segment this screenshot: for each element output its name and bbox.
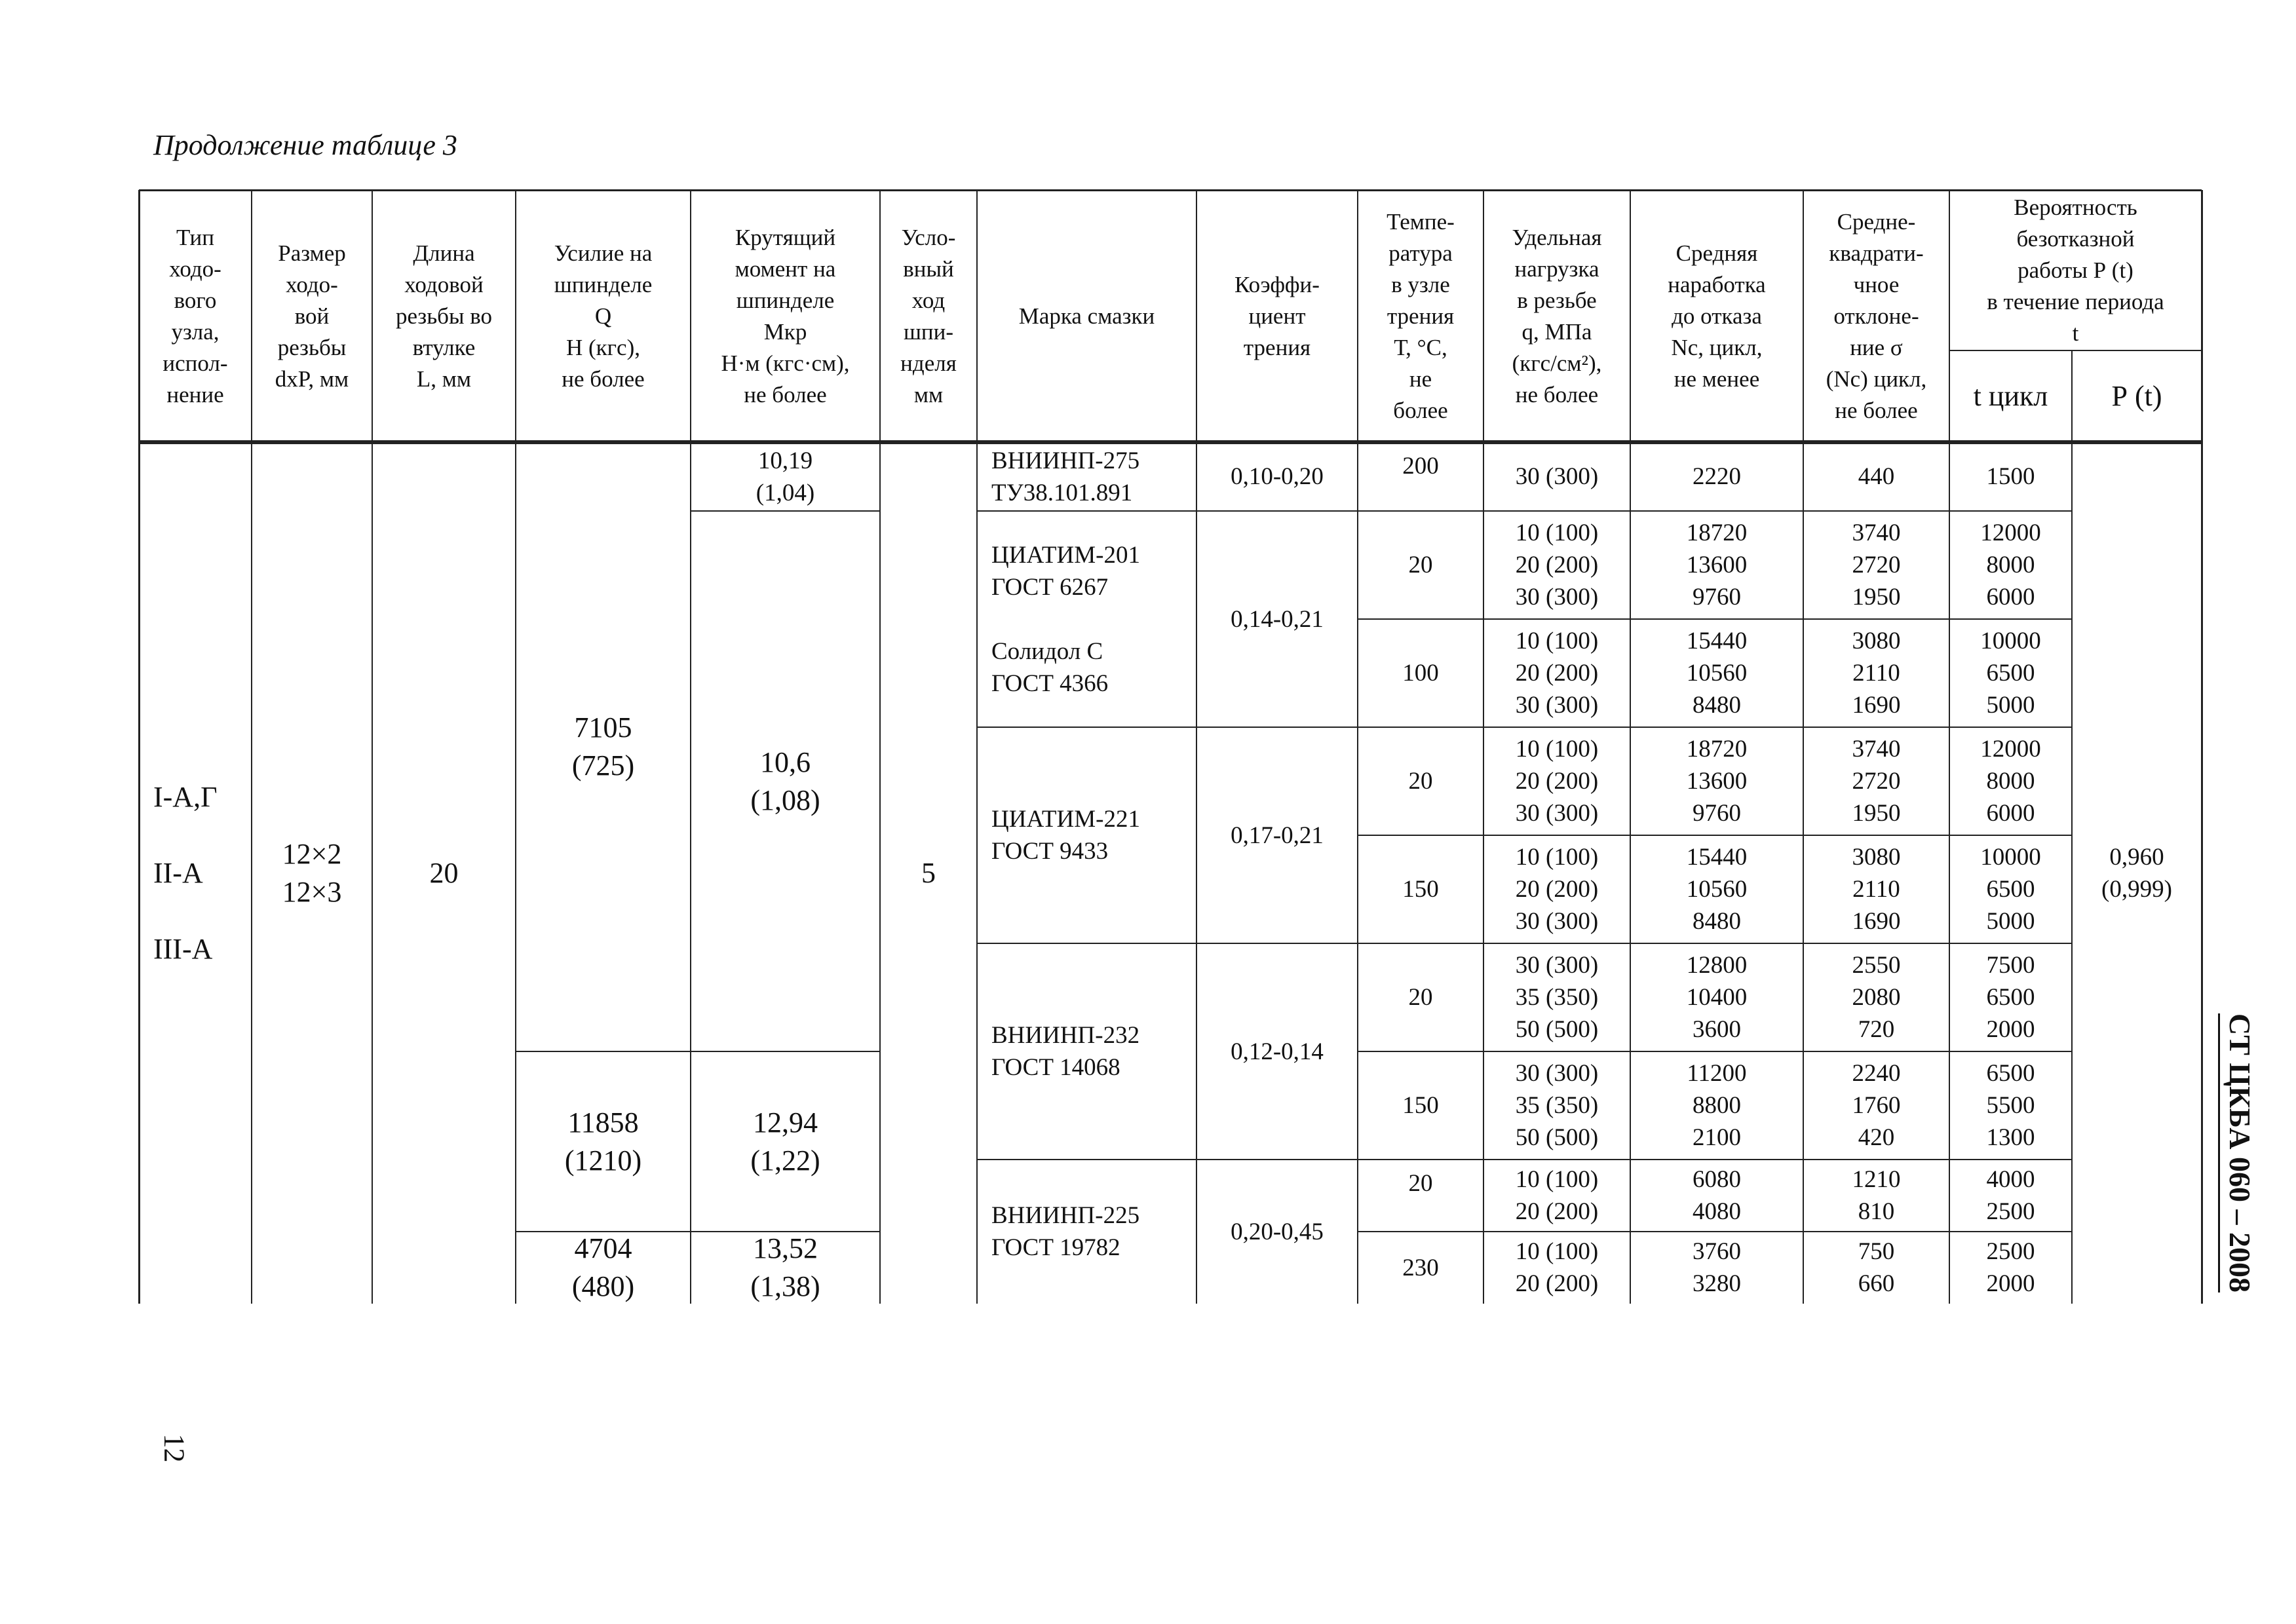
friction-cell: 0,14-0,21	[1231, 605, 1324, 633]
header-load: Удельная нагрузка в резьбе q, МПа (кгс/см²), не более	[1512, 224, 1602, 407]
torque-cell: 10,6 (1,08)	[750, 746, 820, 816]
table-rule	[139, 440, 2202, 444]
sigma-cell: 3080 2110 1690	[1852, 628, 1901, 719]
header-temperature: Темпе- ратура в узле трения Т, °С, не более	[1387, 208, 1455, 423]
torque-cell: 12,94 (1,22)	[750, 1106, 820, 1177]
sigma-cell: 1210 810	[1852, 1166, 1901, 1225]
table-rule	[976, 190, 978, 1304]
table-rule	[1803, 190, 1804, 1304]
table-rule	[2071, 350, 2073, 1304]
table-rule	[1483, 190, 1484, 1304]
load-cell: 10 (100) 20 (200) 30 (300)	[1515, 628, 1599, 719]
t-cycle-cell: 12000 8000 6000	[1980, 519, 2041, 611]
t-cycle-cell: 2500 2000	[1986, 1238, 2035, 1297]
thread-length-cell: 20	[429, 856, 459, 889]
temperature-cell: 20	[1408, 552, 1433, 578]
header-p-t: Р (t)	[2111, 380, 2162, 412]
table-rule	[372, 190, 373, 1304]
t-cycle-cell: 7500 6500 2000	[1986, 952, 2035, 1043]
load-cell: 10 (100) 20 (200)	[1515, 1238, 1599, 1297]
load-cell: 30 (300) 35 (350) 50 (500)	[1515, 1060, 1599, 1151]
torque-cell: 13,52 (1,38)	[750, 1232, 820, 1302]
t-cycle-cell: 10000 6500 5000	[1980, 628, 2041, 719]
sigma-cell: 3740 2720 1950	[1852, 519, 1901, 611]
grease-cell: ВНИИНП-232 ГОСТ 14068	[991, 1022, 1140, 1081]
load-cell: 30 (300)	[1515, 463, 1599, 490]
mean-cycles-cell: 11200 8800 2100	[1687, 1060, 1747, 1151]
table-rule	[1358, 1051, 2072, 1052]
force-cell: 11858 (1210)	[564, 1106, 642, 1177]
sigma-cell: 3080 2110 1690	[1852, 844, 1901, 935]
force-cell: 4704 (480)	[571, 1232, 635, 1302]
table-rule	[977, 510, 1358, 512]
thread-size-cell: 12×2 12×3	[282, 837, 342, 908]
table-rule	[1358, 1159, 2072, 1160]
header-t-cycle: t цикл	[1973, 380, 2048, 412]
temperature-cell: 20	[1408, 984, 1433, 1011]
header-friction: Коэффи- циент трения	[1234, 271, 1320, 360]
table-rule	[138, 190, 140, 1304]
grease-cell: ЦИАТИМ-221 ГОСТ 9433	[991, 806, 1140, 865]
table-rule	[1358, 727, 2072, 728]
table-rule	[691, 510, 880, 512]
t-cycle-cell: 12000 8000 6000	[1980, 736, 2041, 827]
load-cell: 10 (100) 20 (200) 30 (300)	[1515, 844, 1599, 935]
friction-cell: 0,12-0,14	[1231, 1038, 1324, 1065]
table-rule	[1949, 190, 1950, 1304]
table-rule	[2201, 190, 2203, 1304]
temperature-cell: 230	[1402, 1254, 1439, 1281]
table-rule	[879, 190, 881, 1304]
mean-cycles-cell: 18720 13600 9760	[1686, 519, 1748, 611]
table-rule	[977, 1159, 1358, 1160]
mean-cycles-cell: 15440 10560 8480	[1686, 844, 1748, 935]
temperature-cell: 20	[1408, 1170, 1433, 1197]
load-cell: 10 (100) 20 (200)	[1515, 1166, 1599, 1225]
grease-cell: ВНИИНП-225 ГОСТ 19782	[991, 1202, 1140, 1261]
table-rule	[1358, 943, 2072, 944]
table-rule	[1358, 1231, 2072, 1232]
table-rule	[139, 189, 2202, 191]
header-sigma: Средне- квадрати- чное отклоне- ние σ (Nс) цикл, не более	[1826, 208, 1927, 423]
table-rule	[1196, 190, 1197, 1304]
mean-cycles-cell: 18720 13600 9760	[1686, 736, 1748, 827]
grease-cell: ЦИАТИМ-201 ГОСТ 6267 Солидол С ГОСТ 4366	[991, 541, 1140, 697]
table-rule	[690, 190, 691, 1304]
mean-cycles-cell: 6080 4080	[1693, 1166, 1741, 1225]
header-stroke: Усло- вный ход шпи- нделя мм	[900, 224, 957, 407]
temperature-cell: 100	[1402, 660, 1439, 687]
temperature-cell: 20	[1408, 768, 1433, 795]
table-rule	[1358, 835, 2072, 836]
mean-cycles-cell: 2220	[1693, 463, 1741, 490]
t-cycle-cell: 6500 5500 1300	[1986, 1060, 2035, 1151]
header-grease: Марка смазки	[1018, 303, 1155, 329]
probability-cell: 0,960 (0,999)	[2101, 843, 2172, 903]
friction-cell: 0,20-0,45	[1231, 1218, 1324, 1245]
header-spindle-force: Усилие на шпинделе Q Н (кгс), не более	[554, 240, 653, 392]
header-thread-size: Размер ходо- вой резьбы dxP, мм	[275, 240, 349, 392]
table-rule	[1949, 350, 2202, 351]
table-rule	[515, 190, 516, 1304]
table-rule	[691, 1051, 880, 1052]
header-mean-cycles: Средняя наработка до отказа Nс, цикл, не менее	[1668, 240, 1766, 392]
data-table	[139, 190, 2202, 1304]
load-cell: 10 (100) 20 (200) 30 (300)	[1515, 736, 1599, 827]
table-rule	[1358, 510, 2072, 512]
t-cycle-cell: 4000 2500	[1986, 1166, 2035, 1225]
torque-cell: 10,19 (1,04)	[756, 447, 815, 506]
force-cell: 7105 (725)	[571, 711, 635, 782]
table-rule	[1630, 190, 1631, 1304]
document-code	[2218, 989, 2257, 1317]
type-cell: I-А,Г II-А III-А	[153, 780, 218, 965]
mean-cycles-cell: 3760 3280	[1693, 1238, 1741, 1297]
sigma-cell: 2240 1760 420	[1852, 1060, 1901, 1151]
document-code-text: СТ ЦКБА 060 – 2008	[2218, 1013, 2257, 1293]
t-cycle-cell: 1500	[1986, 463, 2035, 490]
page-number-text: 12	[158, 1433, 191, 1462]
sigma-cell: 3740 2720 1950	[1852, 736, 1901, 827]
load-cell: 30 (300) 35 (350) 50 (500)	[1515, 952, 1599, 1043]
header-probability: Вероятность безотказной работы Р (t) в течение периода t	[1987, 194, 2164, 346]
friction-cell: 0,10-0,20	[1231, 463, 1324, 490]
table-rule	[1358, 618, 2072, 620]
table-rule	[977, 943, 1358, 944]
sigma-cell: 750 660	[1858, 1238, 1895, 1297]
table-rule	[977, 727, 1358, 728]
table-rule	[1357, 190, 1358, 1304]
table-rule	[251, 190, 252, 1304]
header-thread-length: Длина ходовой резьбы во втулке L, мм	[395, 240, 493, 392]
temperature-cell: 150	[1402, 1092, 1439, 1119]
stroke-cell: 5	[921, 856, 936, 889]
mean-cycles-cell: 12800 10400 3600	[1686, 952, 1748, 1043]
load-cell: 10 (100) 20 (200) 30 (300)	[1515, 519, 1599, 611]
table-rule	[516, 1051, 691, 1052]
table-rule	[516, 1231, 691, 1232]
temperature-cell: 150	[1402, 876, 1439, 903]
grease-cell: ВНИИНП-275 ТУ38.101.891	[991, 447, 1140, 506]
sigma-cell: 440	[1858, 463, 1895, 490]
table-caption: Продолжение таблице 3	[153, 129, 457, 161]
t-cycle-cell: 10000 6500 5000	[1980, 844, 2041, 935]
temperature-cell: 200	[1402, 453, 1439, 480]
table-rule	[691, 1231, 880, 1232]
friction-cell: 0,17-0,21	[1231, 821, 1324, 849]
header-type: Тип ходо- вого узла, испол- нение	[163, 224, 228, 407]
sigma-cell: 2550 2080 720	[1852, 952, 1901, 1043]
header-torque: Крутящий момент на шпинделе Mкр Н·м (кгс·см), не более	[721, 224, 850, 407]
mean-cycles-cell: 15440 10560 8480	[1686, 628, 1748, 719]
page-number	[155, 1428, 194, 1467]
